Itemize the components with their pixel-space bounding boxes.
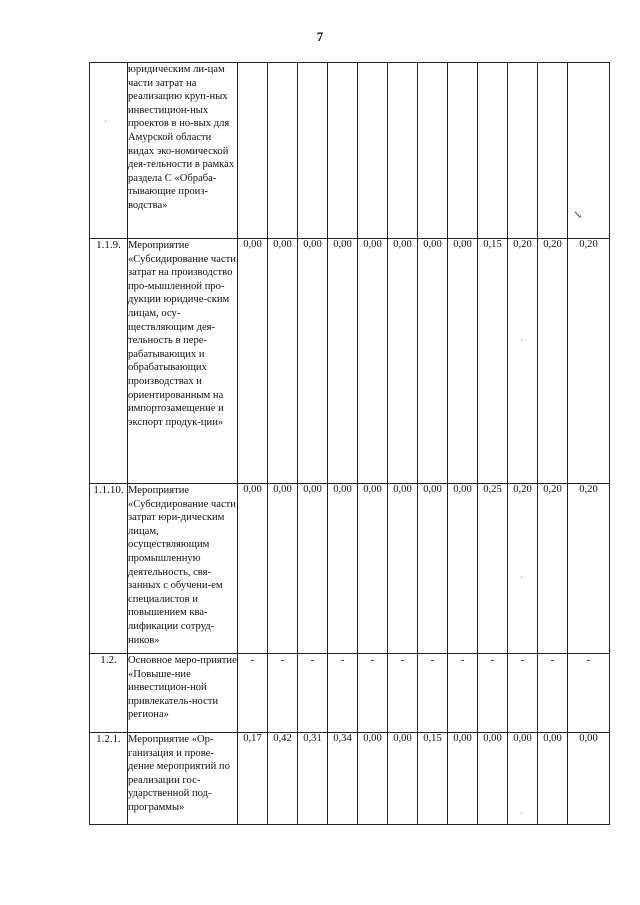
table-row bbox=[90, 239, 610, 484]
row-description: Мероприятие «Субсидирование части затрат юри-дическим лицам, осуществляющим промышленную деятельность, свя-занных с обучени-ем специалистов и повышением ква-лификации сотруд-ников» bbox=[128, 484, 238, 654]
page-number: 7 bbox=[316, 29, 324, 44]
value-cell: - bbox=[298, 654, 328, 733]
value-cell: 0,00 bbox=[268, 239, 298, 484]
value-cell: - bbox=[508, 654, 538, 733]
value-cell bbox=[268, 63, 298, 239]
table-row bbox=[90, 733, 610, 825]
value-cell: 0,15 bbox=[478, 239, 508, 484]
value-cell: 0,00 bbox=[358, 239, 388, 484]
value-cell: 0,00 bbox=[358, 484, 388, 654]
row-number: 1.1.10. bbox=[90, 484, 128, 654]
row-number: 1.2.1. bbox=[90, 733, 128, 825]
funding-table bbox=[89, 62, 610, 825]
value-cell: 0,00 bbox=[418, 239, 448, 484]
value-cell: 0,00 bbox=[448, 484, 478, 654]
value-cell bbox=[358, 63, 388, 239]
value-cell bbox=[418, 63, 448, 239]
value-cell: 0,00 bbox=[448, 239, 478, 484]
value-cell: - bbox=[388, 654, 418, 733]
value-cell bbox=[328, 63, 358, 239]
value-cell: - bbox=[328, 654, 358, 733]
value-cell: 0,20 bbox=[508, 239, 538, 484]
scan-speck: · bbox=[520, 335, 523, 345]
value-cell: 0,20 bbox=[508, 484, 538, 654]
value-cell: 0,00 bbox=[388, 484, 418, 654]
value-cell: - bbox=[568, 654, 610, 733]
table-row bbox=[90, 484, 610, 654]
value-cell: 0,00 bbox=[238, 484, 268, 654]
value-cell: 0,20 bbox=[538, 239, 568, 484]
value-cell: 0,25 bbox=[478, 484, 508, 654]
value-cell: - bbox=[418, 654, 448, 733]
value-cell: 0,00 bbox=[238, 239, 268, 484]
scan-speck: · bbox=[520, 572, 523, 582]
value-cell: - bbox=[358, 654, 388, 733]
value-cell: 0,00 bbox=[538, 733, 568, 825]
value-cell bbox=[298, 63, 328, 239]
table-row bbox=[90, 654, 610, 733]
value-cell: 0,00 bbox=[568, 733, 610, 825]
row-description: юридическим ли-цам части затрат на реализацию круп-ных инвестицион-ных проектов в но-вых для Амурской области видах эко-номической дея-тельности в рамках раздела С «Обраба-тывающие произ-водства» bbox=[128, 63, 238, 239]
value-cell: 0,42 bbox=[268, 733, 298, 825]
value-cell bbox=[388, 63, 418, 239]
row-description: Мероприятие «Ор-ганизация и прове-дение мероприятий по реализации гос-ударственной под-программы» bbox=[128, 733, 238, 825]
row-description: Мероприятие «Субсидирование части затрат на производство про-мышленной про-дукции юридиче-ским лицам, осу-ществляющим дея-тельность в пере-рабатывающих и обрабатывающих производствах и ориентированным на импортозамещение и экспорт продук-ции» bbox=[128, 239, 238, 484]
value-cell: 0,00 bbox=[298, 484, 328, 654]
value-cell: 0,00 bbox=[388, 733, 418, 825]
value-cell: 0,00 bbox=[328, 239, 358, 484]
row-number: 1.1.9. bbox=[90, 239, 128, 484]
value-cell: 0,00 bbox=[418, 484, 448, 654]
value-cell: 0,31 bbox=[298, 733, 328, 825]
row-number bbox=[90, 63, 128, 239]
value-cell bbox=[478, 63, 508, 239]
value-cell: 0,00 bbox=[268, 484, 298, 654]
value-cell: 0,00 bbox=[478, 733, 508, 825]
value-cell: 0,00 bbox=[388, 239, 418, 484]
row-number: 1.2. bbox=[90, 654, 128, 733]
value-cell: 0,20 bbox=[568, 484, 610, 654]
value-cell: 0,00 bbox=[328, 484, 358, 654]
value-cell: - bbox=[268, 654, 298, 733]
value-cell: - bbox=[448, 654, 478, 733]
value-cell bbox=[238, 63, 268, 239]
value-cell: 0,15 bbox=[418, 733, 448, 825]
scan-speck: · bbox=[104, 116, 107, 126]
row-description: Основное меро-приятие «Повыше-ние инвестицион-ной привлекатель-ности региона» bbox=[128, 654, 238, 733]
value-cell: 0,00 bbox=[298, 239, 328, 484]
value-cell: 0,00 bbox=[448, 733, 478, 825]
value-cell bbox=[538, 63, 568, 239]
value-cell: 0,00 bbox=[508, 733, 538, 825]
value-cell: 0,00 bbox=[358, 733, 388, 825]
value-cell: - bbox=[238, 654, 268, 733]
value-cell: - bbox=[478, 654, 508, 733]
value-cell: 0,17 bbox=[238, 733, 268, 825]
scan-speck: ↘ bbox=[573, 209, 583, 221]
value-cell bbox=[508, 63, 538, 239]
value-cell bbox=[448, 63, 478, 239]
value-cell: 0,20 bbox=[568, 239, 610, 484]
table-row bbox=[90, 63, 610, 239]
scan-speck: · bbox=[520, 808, 523, 818]
value-cell: - bbox=[538, 654, 568, 733]
value-cell: 0,34 bbox=[328, 733, 358, 825]
value-cell: 0,20 bbox=[538, 484, 568, 654]
